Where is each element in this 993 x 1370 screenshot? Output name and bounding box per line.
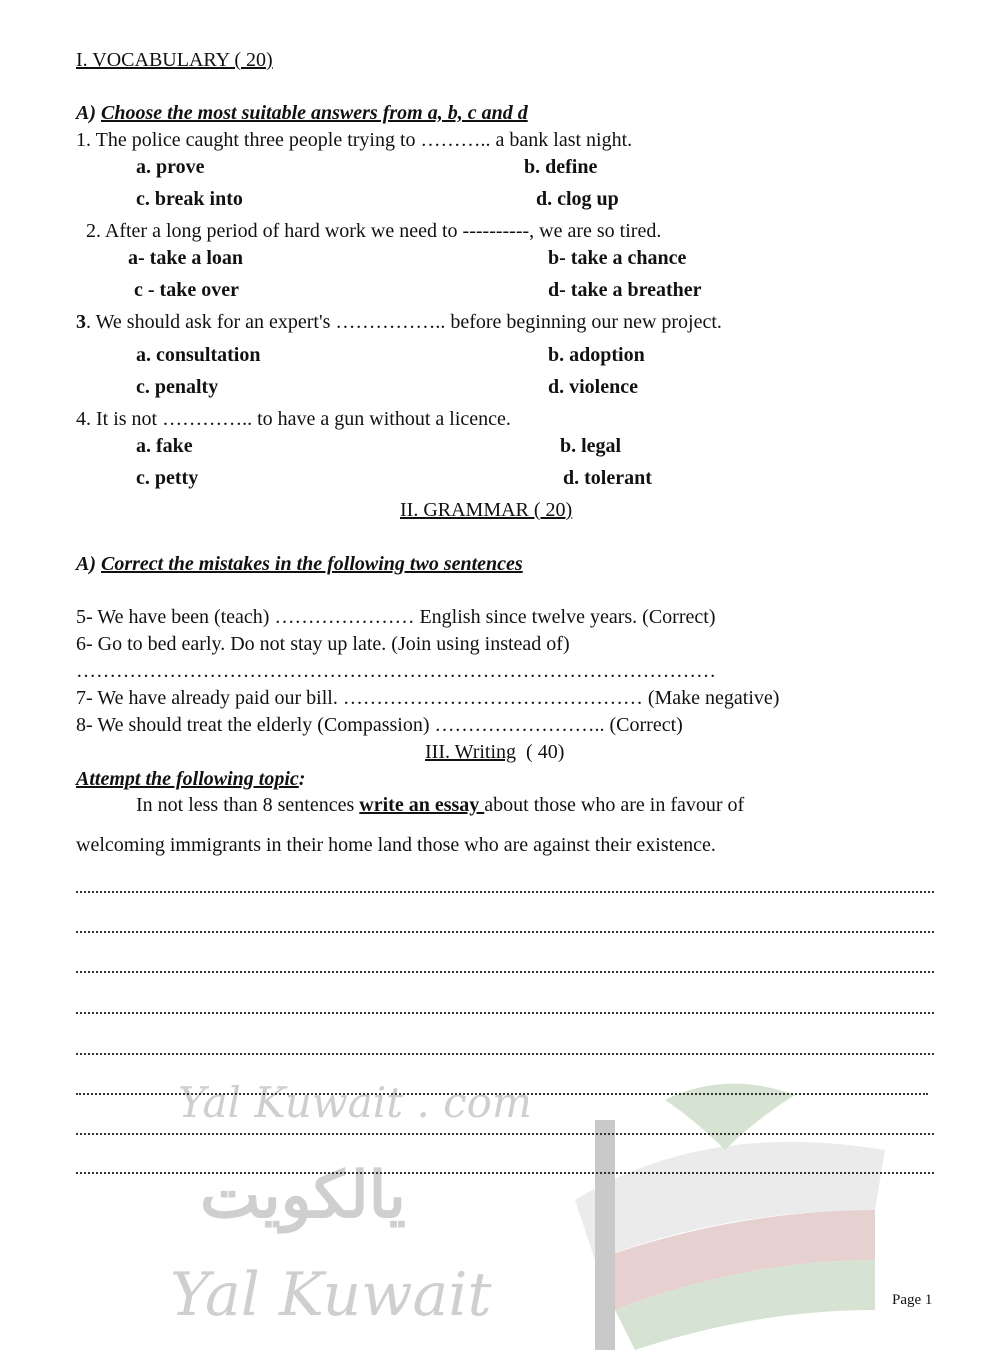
answer-line — [76, 1172, 934, 1176]
q3-option-a: a. consultation — [136, 344, 261, 366]
q4-option-d: d. tolerant — [563, 467, 652, 489]
question-1: 1. The police caught three people trying to ……….. a bank last night. — [76, 129, 633, 151]
prompt-intro: In not less than 8 sentences — [136, 794, 360, 816]
grammar-item-6: 6- Go to bed early. Do not stay up late. (Join using instead of) — [76, 633, 570, 655]
grammar-item-5: 5- We have been (teach) ………………… English since twelve years. (Correct) — [76, 606, 716, 628]
question-3 — [76, 310, 722, 334]
q2-option-b: b- take a chance — [548, 247, 687, 269]
vocabulary-heading: I. VOCABULARY ( 20) — [76, 49, 273, 71]
question-2: 2. After a long period of hard work we need to ----------, we are so tired. — [86, 220, 662, 242]
writing-instruction-text: Attempt the following topic — [76, 768, 299, 790]
section-label: A) — [76, 102, 96, 124]
q1-option-d: d. clog up — [536, 188, 619, 210]
answer-line — [76, 891, 934, 895]
q3-option-b: b. adoption — [548, 344, 645, 366]
section-instruction: Choose the most suitable answers from a, b, c and d — [101, 102, 528, 124]
prompt-topic: about those who are in favour of — [484, 794, 745, 816]
grammar-item-7: 7- We have already paid our bill. ……………………………………… (Make negative) — [76, 687, 780, 709]
answer-line — [76, 1093, 928, 1097]
writing-marks: ( 40) — [526, 741, 565, 763]
grammar-item-8: 8- We should treat the elderly (Compassion) …………………….. (Correct) — [76, 714, 683, 736]
writing-prompt-line-1 — [136, 793, 744, 817]
vocab-section-title — [76, 101, 528, 125]
answer-line — [76, 931, 934, 935]
writing-title: III. Writing — [425, 741, 517, 763]
q2-option-d: d- take a breather — [548, 279, 702, 301]
grammar-answer-line: …………………………………………………………………………………… — [76, 660, 716, 682]
answer-line — [76, 971, 934, 975]
grammar-heading: II. GRAMMAR ( 20) — [400, 499, 573, 521]
q2-option-c: c - take over — [134, 279, 239, 301]
writing-instruction — [76, 767, 305, 791]
q2-option-a: a- take a loan — [128, 247, 243, 269]
writing-instruction-colon: : — [298, 768, 306, 790]
watermark-logo-icon — [555, 1060, 985, 1360]
answer-line — [76, 1133, 934, 1137]
watermark-brand-text: Yal Kuwait — [170, 1260, 492, 1330]
watermark-site-text: Yal Kuwait . com — [178, 1078, 532, 1127]
q1-option-b: b. define — [524, 156, 598, 178]
section-label: A) — [76, 553, 96, 575]
page-number: Page 1 — [892, 1292, 933, 1308]
q3-option-c: c. penalty — [136, 376, 219, 398]
grammar-section-title — [76, 552, 523, 576]
q3-option-d: d. violence — [548, 376, 638, 398]
watermark — [150, 1060, 993, 1360]
q1-option-a: a. prove — [136, 156, 205, 178]
answer-line — [76, 1053, 934, 1057]
answer-line — [76, 1012, 934, 1016]
section-instruction: Correct the mistakes in the following two sentences — [101, 553, 523, 575]
q4-option-a: a. fake — [136, 435, 193, 457]
writing-heading — [425, 740, 564, 764]
q4-option-c: c. petty — [136, 467, 199, 489]
q1-option-c: c. break into — [136, 188, 243, 210]
question-3-number: 3 — [76, 311, 86, 333]
writing-prompt-line-2: welcoming immigrants in their home land those who are against their existence. — [76, 834, 716, 856]
question-3-text: . We should ask for an expert's …………….. before beginning our new project. — [86, 311, 722, 333]
q4-option-b: b. legal — [560, 435, 622, 457]
prompt-emphasis: write an essay — [359, 794, 485, 816]
question-4: 4. It is not ………….. to have a gun without a licence. — [76, 408, 511, 430]
watermark-arabic-text: يالكويت — [200, 1158, 406, 1233]
